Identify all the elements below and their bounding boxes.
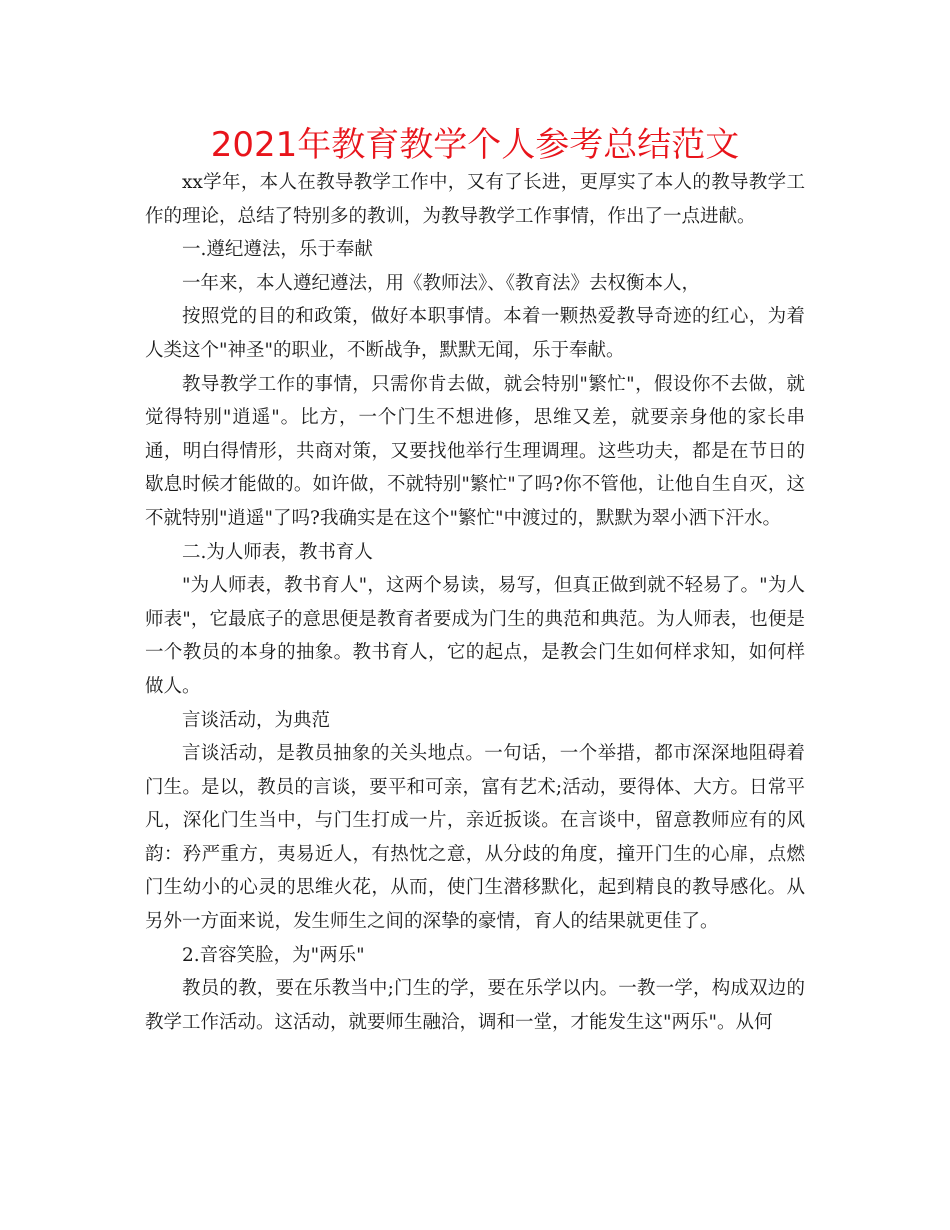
- document-title: 2021年教育教学个人参考总结范文: [210, 125, 740, 165]
- section-heading: 一.遵纪遵法，乐于奉献: [182, 239, 373, 261]
- paragraph: 按照党的目的和政策，做好本职事情。本着一颗热爱教导奇迹的红心，为着人类这个"神圣"的职业，不断战争，默默无闻，乐于奉献。: [145, 306, 805, 361]
- paragraph: xx学年，本人在教导教学工作中，又有了长进，更厚实了本人的教导教学工作的理论，总结了特别多的教训，为教导教学工作事情，作出了一点进献。: [145, 172, 805, 227]
- subsection-heading: 言谈活动，为典范: [182, 709, 331, 731]
- paragraph: 一年来，本人遵纪遵法，用《教师法》、《教育法》去权衡本人，: [182, 272, 701, 294]
- paragraph: 教员的教，要在乐教当中;门生的学，要在乐学以内。一教一学，构成双边的教学工作活动。这活动，就要师生融洽，调和一堂，才能发生这"两乐"。从何: [145, 978, 805, 1033]
- subsection-heading: 2.音容笑脸，为"两乐": [182, 944, 365, 966]
- paragraph: 言谈活动，是教员抽象的关头地点。一句话，一个举措，都市深深地阻碍着门生。是以，教员的言谈，要平和可亲，富有艺术;活动，要得体、大方。日常平凡，深化门生当中，与门生打成一片，亲近扳谈。在言谈中，留意教师应有的风韵：矜严重方，夷易近人，有热忱之意，从分歧的角度，撞开门生的心扉，点燃门生幼小的心灵的思维火花，从而，使门生潜移默化，起到精良的教导感化。从另外一方面来说，发生师生之间的深挚的豪情，育人的结果就更佳了。: [145, 743, 805, 933]
- document-body: [145, 166, 805, 1039]
- paragraph: 教导教学工作的事情，只需你肯去做，就会特别"繁忙"，假设你不去做，就觉得特别"逍遥"。比方，一个门生不想进修，思维又差，就要亲身他的家长串通，明白得情形，共商对策，又要找他举行生理调理。这些功夫，都是在节日的歇息时候才能做的。如许做，不就特别"繁忙"了吗?你不管他，让他自生自灭，这不就特别"逍遥"了吗?我确实是在这个"繁忙"中渡过的，默默为翠小洒下汗水。: [145, 373, 805, 529]
- paragraph: "为人师表，教书育人"，这两个易读，易写，但真正做到就不轻易了。"为人师表"，它最底子的意思便是教育者要成为门生的典范和典范。为人师表，也便是一个教员的本身的抽象。教书育人，它的起点，是教会门生如何样求知，如何样做人。: [145, 575, 805, 697]
- section-heading: 二.为人师表，教书育人: [182, 541, 373, 563]
